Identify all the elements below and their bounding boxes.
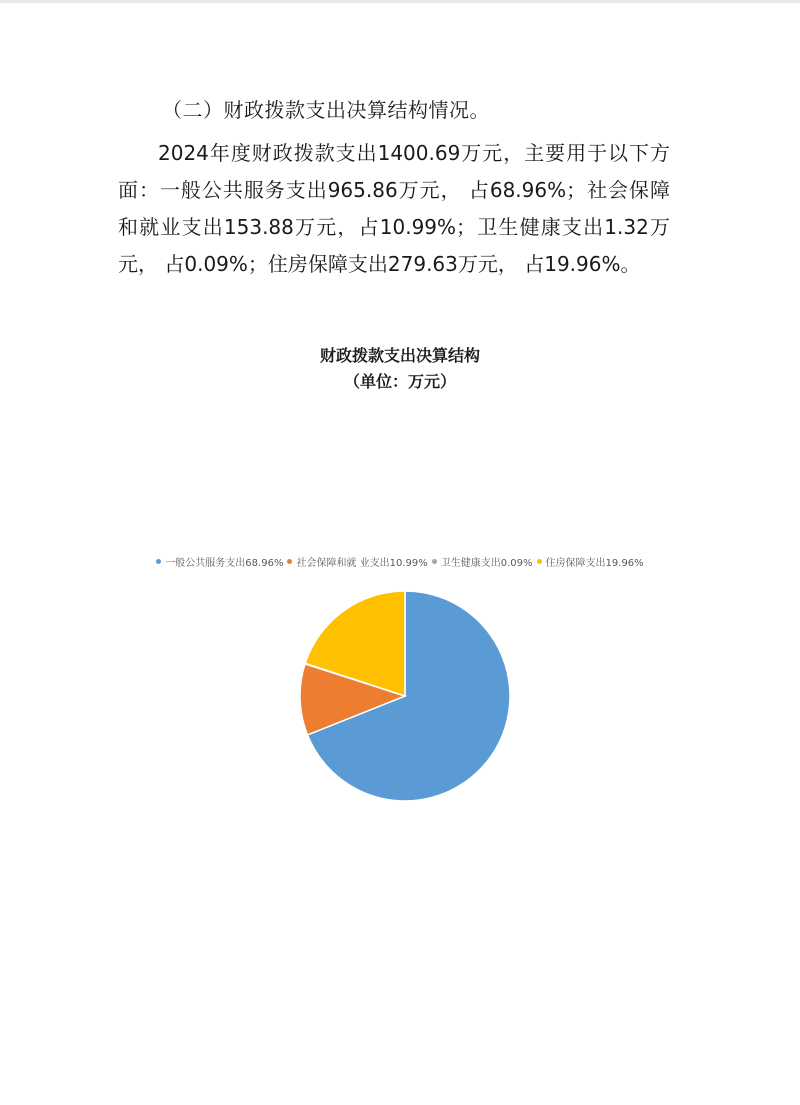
legend-label: 住房保障支出19.96% xyxy=(545,558,644,569)
chart-subtitle: （单位：万元） xyxy=(343,372,456,391)
chart-legend xyxy=(0,554,800,569)
legend-marker xyxy=(156,559,161,564)
legend-marker xyxy=(537,559,542,564)
legend-label: 一般公共服务支出68.96% xyxy=(165,558,284,569)
legend-item xyxy=(287,554,427,569)
section-heading: （二）财政拨款支出决算结构情况。 xyxy=(162,98,490,122)
top-border xyxy=(0,0,800,3)
body-paragraph: 2024年度财政拨款支出1400.69万元，主要用于以下方面：一般公共服务支出965.86万元， 占68.96%；社会保障和就业支出153.88万元，占10.99%；卫生健康支出1.32万元， 占0.09%；住房保障支出279.63万元， 占19.96%。 xyxy=(118,141,670,276)
chart-title: 财政拨款支出决算结构 xyxy=(319,346,480,365)
legend-marker xyxy=(287,559,292,564)
legend-item xyxy=(432,554,533,569)
legend-item xyxy=(537,554,644,569)
legend-label: 社会保障和就 业支出10.99% xyxy=(296,558,428,569)
legend-label: 卫生健康支出0.09% xyxy=(440,558,533,569)
pie-chart xyxy=(290,585,520,815)
legend-item xyxy=(156,554,283,569)
legend-marker xyxy=(432,559,437,564)
